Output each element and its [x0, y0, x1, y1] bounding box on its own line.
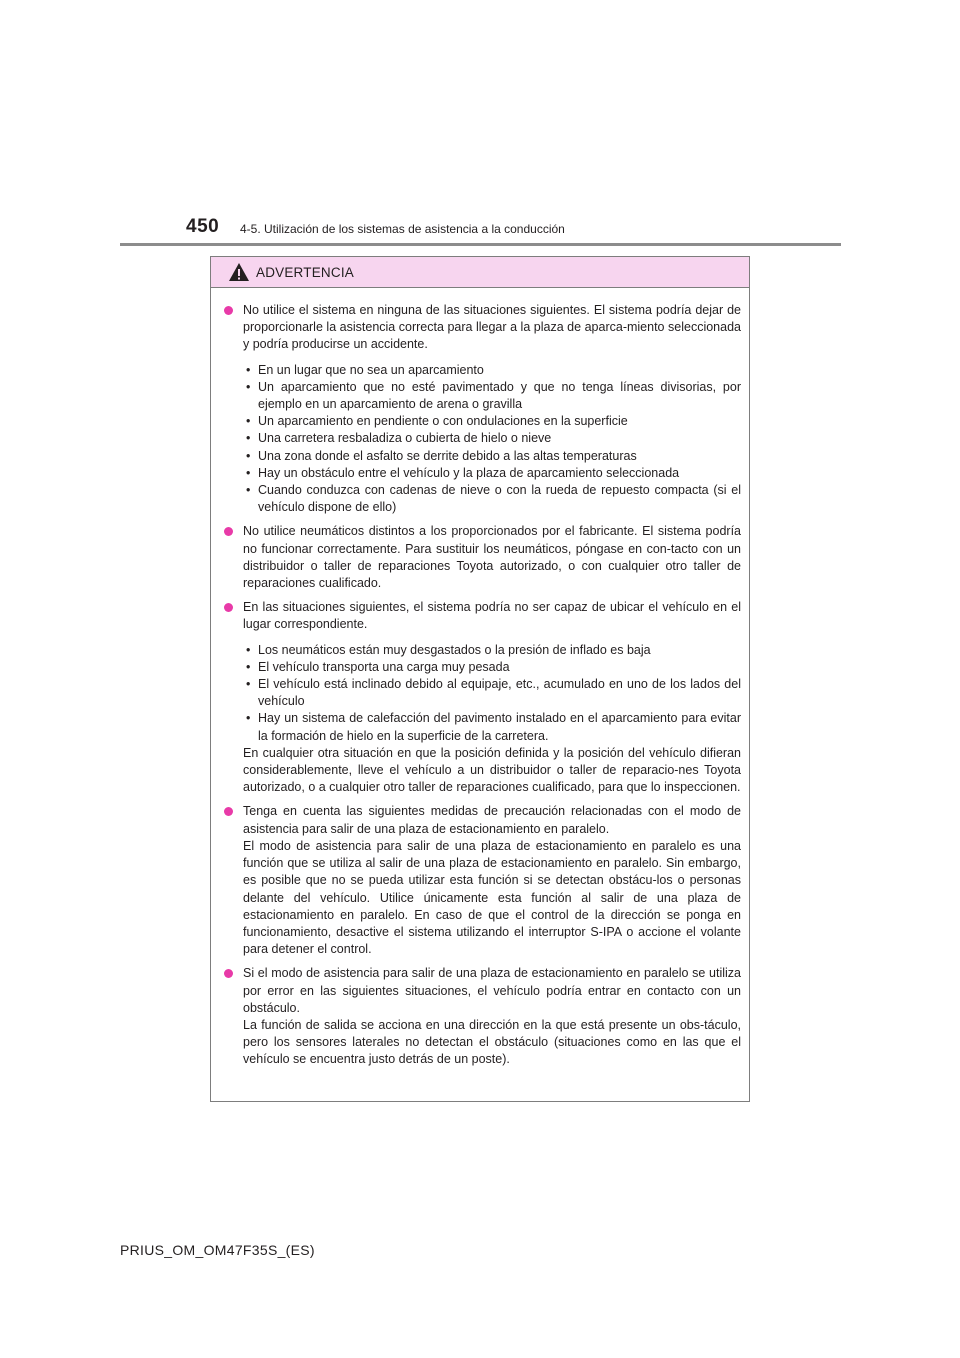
item-followup-text: En cualquier otra situación en que la posición definida y la posición del vehículo difieran considerablemente, lleve el vehículo a un distribuidor o taller de reparacio-nes Toyota autorizado, o a cualquier otro taller de reparaciones cualificado, para que lo inspeccionen.: [243, 745, 741, 795]
warning-triangle-icon: [228, 262, 250, 282]
sublist-item: • Una zona donde el asfalto se derrite debido a las altas temperaturas: [243, 448, 741, 465]
document-code: PRIUS_OM_OM47F35S_(ES): [120, 1242, 315, 1258]
warning-item: [243, 523, 741, 592]
warning-item: [243, 302, 741, 516]
item-detail-text: La función de salida se acciona en una dirección en la que está presente un obs-táculo, pero los sensores laterales no detectan el obstáculo (situaciones como en las que el vehículo se encuentra justo detrás de un poste).: [243, 1017, 741, 1067]
warning-body: [211, 288, 749, 1069]
item-text: En las situaciones siguientes, el sistema podría no ser capaz de ubicar el vehículo en el lugar correspondiente.: [243, 600, 741, 632]
warning-label: ADVERTENCIA: [256, 264, 354, 280]
item-bullet-icon: [224, 527, 233, 536]
sublist-item: • En un lugar que no sea un aparcamiento: [243, 362, 741, 379]
sublist-item: • El vehículo transporta una carga muy pesada: [243, 659, 741, 676]
item-text: Si el modo de asistencia para salir de una plaza de estacionamiento en paralelo se utiliza por error en las siguientes situaciones, el vehículo podría entrar en contacto con un obstáculo.: [243, 966, 741, 1015]
warning-box: [210, 256, 750, 1102]
section-title: 4-5. Utilización de los sistemas de asistencia a la conducción: [240, 222, 565, 236]
warning-header: [211, 257, 749, 288]
sublist-item: • Una carretera resbaladiza o cubierta de hielo o nieve: [243, 430, 741, 447]
sublist-item: • Un aparcamiento que no esté pavimentado y que no tenga líneas divisorias, por ejemplo en un aparcamiento de arena o gravilla: [243, 379, 741, 413]
item-sublist: [243, 362, 741, 517]
item-detail-text: El modo de asistencia para salir de una plaza de estacionamiento en paralelo es una función que se utiliza al salir de una plaza de estacionamiento en paralelo. Sin embargo, es posible que no se pueda utilizar esta función si se detectan obstácu-los o personas delante del vehículo. Utilice únicamente esta función al salir de una plaza de estacionamiento en paralelo. En caso de que el control de la dirección se ponga en funcionamiento, desactive el sistema utilizando el interruptor S-IPA o accione el volante para detener el control.: [243, 838, 741, 957]
item-bullet-icon: [224, 969, 233, 978]
item-bullet-icon: [224, 603, 233, 612]
sublist-item: • El vehículo está inclinado debido al equipaje, etc., acumulado en uno de los lados del vehículo: [243, 676, 741, 710]
sublist-item: • Hay un obstáculo entre el vehículo y la plaza de aparcamiento seleccionada: [243, 465, 741, 482]
item-text: Tenga en cuenta las siguientes medidas de precaución relacionadas con el modo de asistencia para salir de una plaza de estacionamiento en paralelo.: [243, 804, 741, 836]
sublist-item: • Cuando conduzca con cadenas de nieve o con la rueda de repuesto compacta (si el vehículo dispone de ello): [243, 482, 741, 516]
sublist-item: • Los neumáticos están muy desgastados o la presión de inflado es baja: [243, 642, 741, 659]
sublist-item: • Hay un sistema de calefacción del pavimento instalado en el aparcamiento para evitar la formación de hielo en la superficie de la carretera.: [243, 710, 741, 744]
warning-item: [243, 599, 741, 796]
item-text: No utilice el sistema en ninguna de las situaciones siguientes. El sistema podría dejar de proporcionarle la asistencia correcta para llegar a la plaza de aparca-miento seleccionada y podría producirse un accidente.: [243, 303, 741, 352]
item-text: No utilice neumáticos distintos a los proporcionados por el fabricante. El sistema podría no funcionar correctamente. Para sustituir los neumáticos, póngase en con-tacto con un distribuidor o taller de reparaciones Toyota autorizado, o con cualquier otro taller de reparaciones cualificado.: [243, 524, 741, 591]
page-number: 450: [186, 216, 220, 237]
item-sublist: [243, 642, 741, 745]
item-bullet-icon: [224, 306, 233, 315]
sublist-item: • Un aparcamiento en pendiente o con ondulaciones en la superficie: [243, 413, 741, 430]
item-bullet-icon: [224, 807, 233, 816]
header-divider: [120, 243, 841, 246]
warning-item: [243, 965, 741, 1068]
warning-item: [243, 803, 741, 958]
